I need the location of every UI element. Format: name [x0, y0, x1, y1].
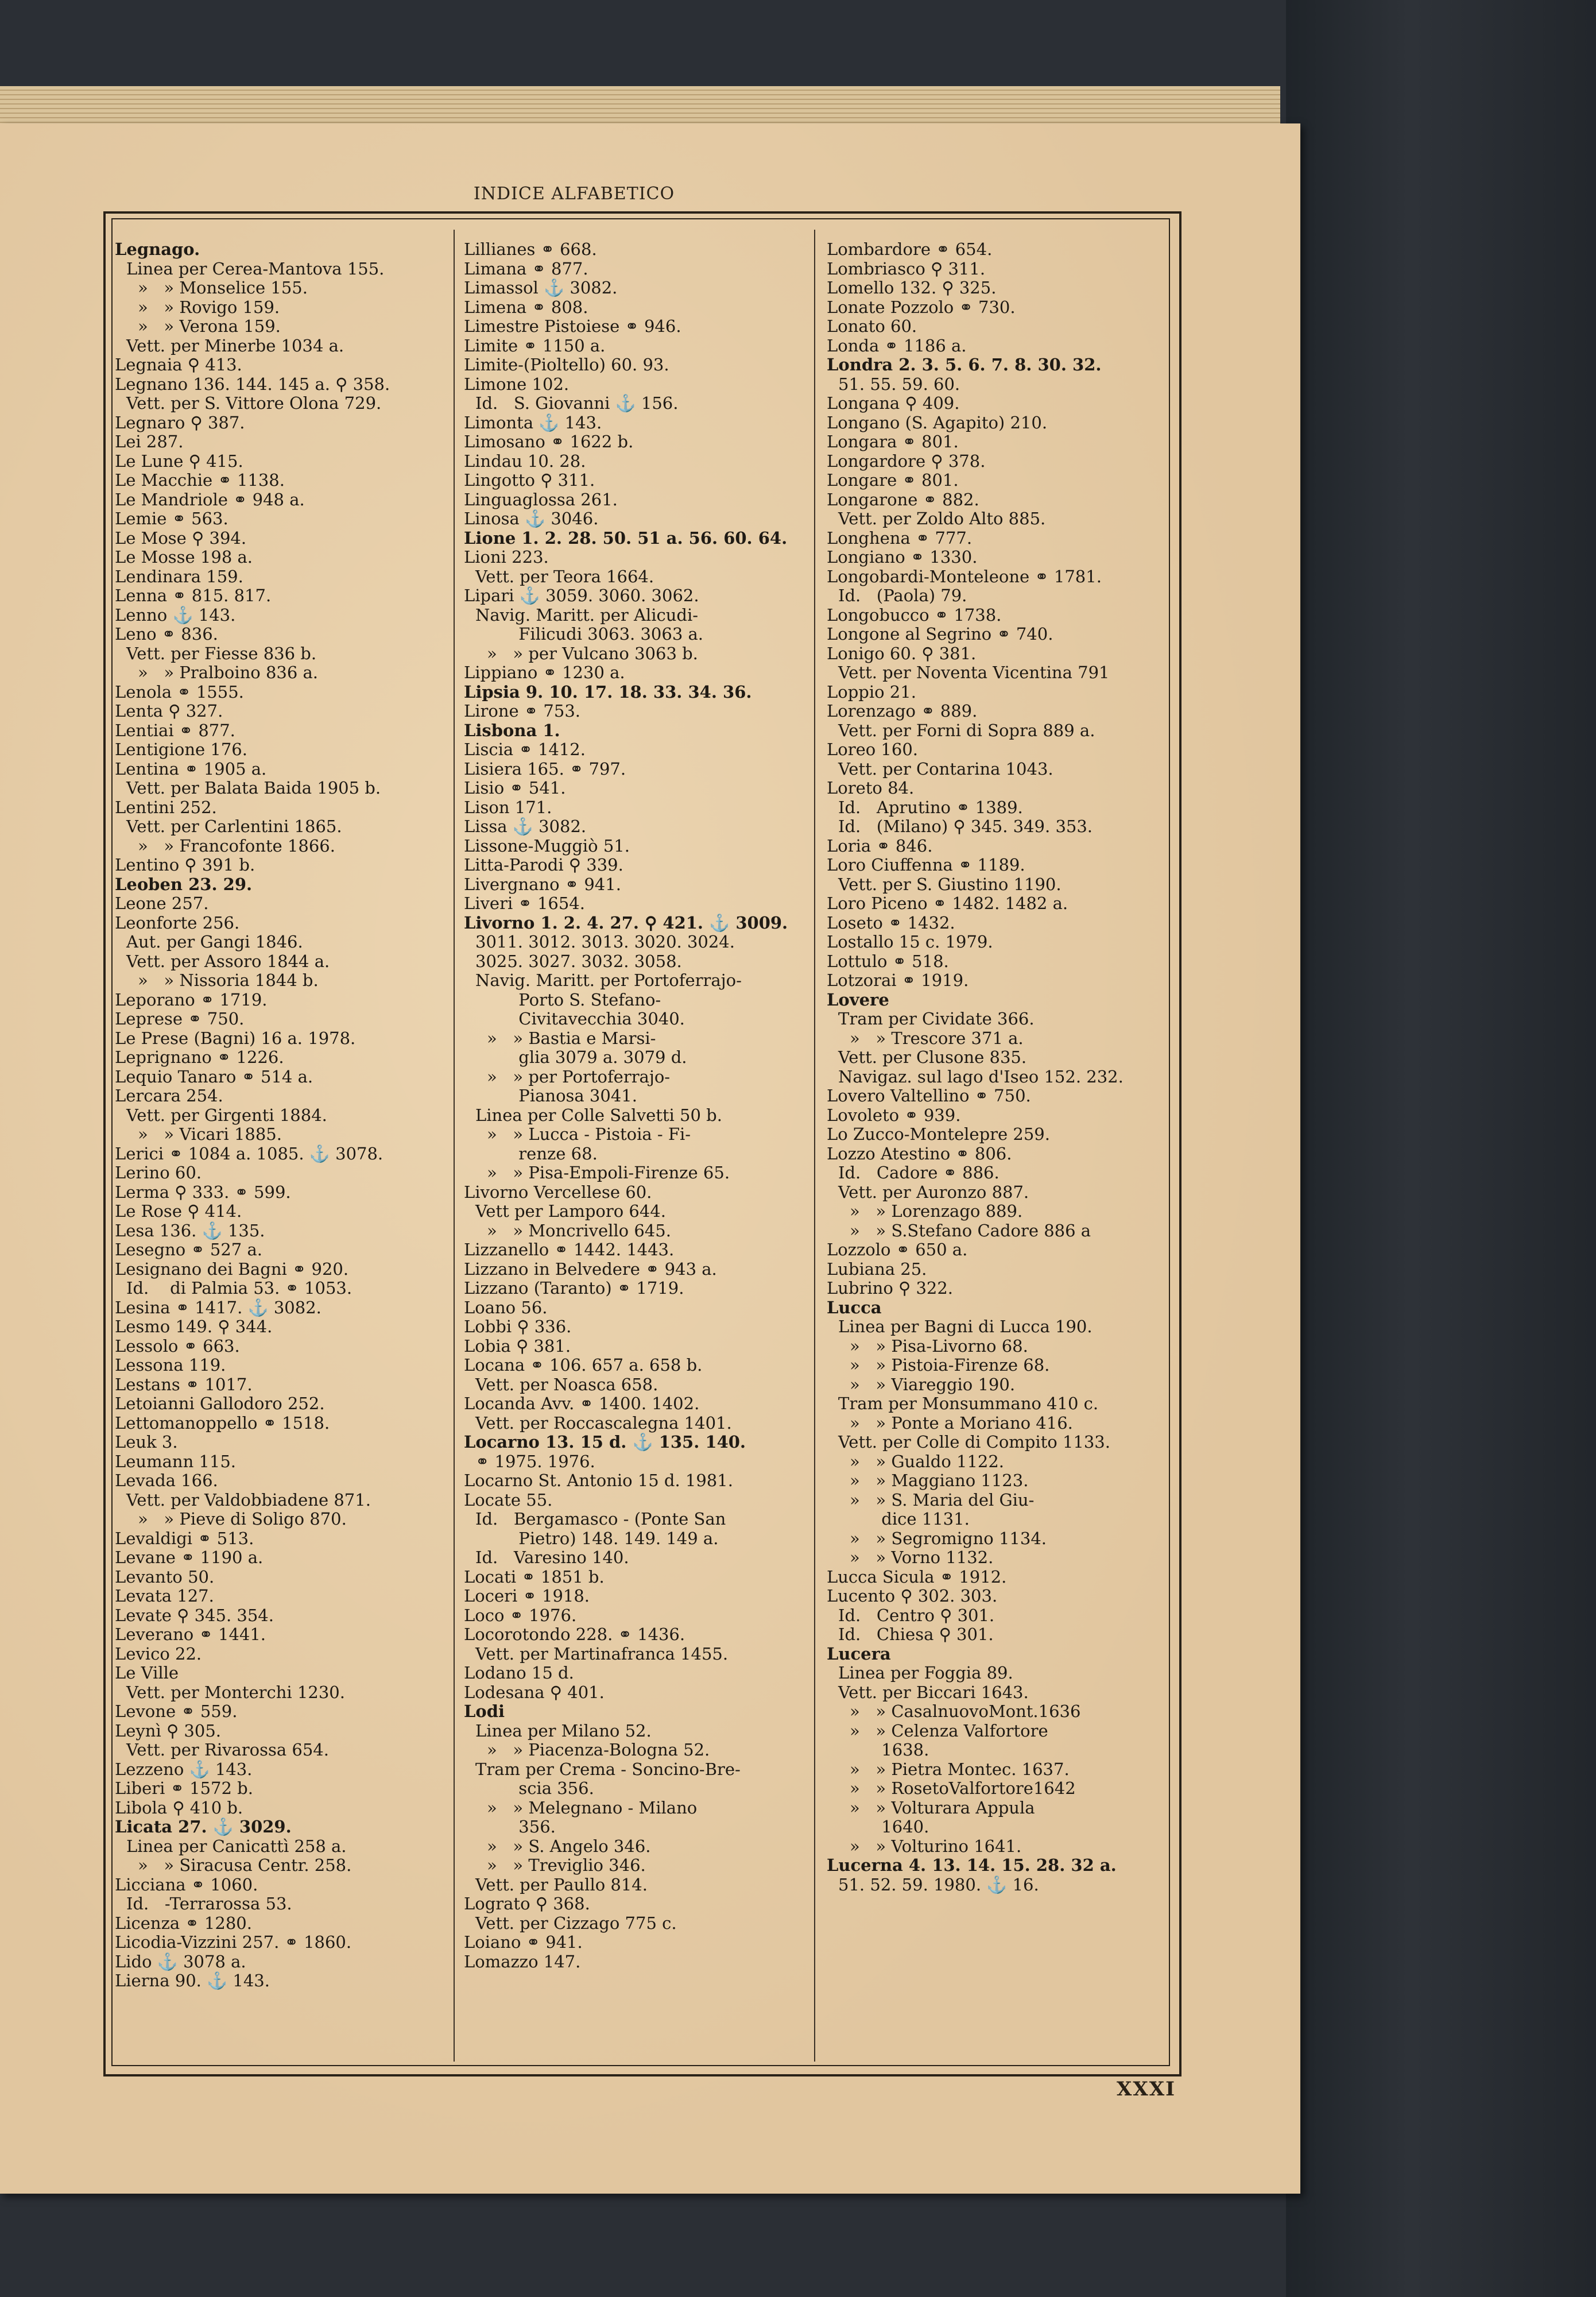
- index-entry: » » Treviglio 346.: [487, 1855, 646, 1875]
- index-entry: Linea per Colle Salvetti 50 b.: [475, 1105, 722, 1125]
- index-entry: Locati ⚭ 1851 b.: [464, 1567, 605, 1587]
- index-entry: Pianosa 3041.: [487, 1086, 637, 1105]
- index-entry: » » Trescore 371 a.: [850, 1028, 1024, 1048]
- index-entry: Porto S. Stefano-: [487, 989, 661, 1010]
- index-entry: Locate 55.: [464, 1490, 553, 1510]
- index-entry: » » S. Maria del Giu-: [850, 1490, 1035, 1510]
- index-heading: Lovere: [827, 989, 889, 1010]
- index-entry: Londa ⚭ 1186 a.: [827, 335, 967, 355]
- index-heading: Leoben 23. 29.: [115, 874, 253, 894]
- index-entry: Vett. per S. Giustino 1190.: [838, 874, 1062, 894]
- index-entry: Tram per Monsummano 410 c.: [838, 1394, 1099, 1413]
- index-entry: Lerino 60.: [115, 1163, 202, 1182]
- index-entry: Loseto ⚭ 1432.: [827, 912, 955, 933]
- index-entry: Legnano 136. 144. 145 a. ⚲ 358.: [115, 374, 390, 394]
- index-entry: Filicudi 3063. 3063 a.: [487, 624, 703, 644]
- index-heading: Lipsia 9. 10. 17. 18. 33. 34. 36.: [464, 682, 752, 702]
- index-entry: Legnaia ⚲ 413.: [115, 355, 242, 374]
- index-heading: Lucerna 4. 13. 14. 15. 28. 32 a.: [827, 1855, 1117, 1875]
- index-entry: Vett. per Assoro 1844 a.: [126, 951, 330, 971]
- index-entry: » » RosetoValfortore1642: [850, 1778, 1076, 1798]
- index-entry: » » Siracusa Centr. 258.: [138, 1855, 352, 1875]
- index-entry: » » Pisa-Livorno 68.: [850, 1336, 1028, 1356]
- index-entry: Longara ⚭ 801.: [827, 432, 959, 451]
- index-entry: Liberi ⚭ 1572 b.: [115, 1778, 253, 1798]
- index-entry: Leumann 115.: [115, 1451, 237, 1471]
- index-entry: Longiano ⚭ 1330.: [827, 547, 978, 567]
- index-entry: Lobia ⚲ 381.: [464, 1336, 571, 1356]
- index-entry: 1638.: [850, 1740, 929, 1760]
- index-entry: Vett. per Girgenti 1884.: [126, 1105, 327, 1125]
- index-entry: Longhena ⚭ 777.: [827, 528, 973, 548]
- index-entry: » » Volturino 1641.: [850, 1836, 1022, 1856]
- index-entry: Lentiai ⚭ 877.: [115, 720, 235, 740]
- index-entry: Longano (S. Agapito) 210.: [827, 412, 1048, 432]
- index-entry: » » Melegnano - Milano: [487, 1797, 698, 1818]
- index-entry: Leynì ⚲ 305.: [115, 1720, 222, 1741]
- index-entry: Lendinara 159.: [115, 566, 243, 586]
- index-entry: » » Pralboino 836 a.: [138, 663, 319, 682]
- index-entry: Lingotto ⚲ 311.: [464, 470, 595, 490]
- page-number: XXXI: [1117, 2078, 1176, 2101]
- index-entry: Le Lune ⚲ 415.: [115, 451, 243, 471]
- index-entry: Aut. per Gangi 1846.: [126, 932, 303, 952]
- index-entry: Lison 171.: [464, 797, 552, 817]
- index-entry: » » Lucca - Pistoia - Fi-: [487, 1124, 691, 1144]
- index-entry: Id. Centro ⚲ 301.: [838, 1605, 995, 1625]
- index-entry: Locana ⚭ 106. 657 a. 658 b.: [464, 1355, 703, 1375]
- column-rule: [454, 230, 455, 2062]
- index-entry: Linea per Canicattì 258 a.: [126, 1836, 347, 1856]
- index-entry: Id. (Paola) 79.: [838, 586, 967, 605]
- index-entry: Lerici ⚭ 1084 a. 1085. ⚓ 3078.: [115, 1143, 383, 1163]
- index-entry: Lenola ⚭ 1555.: [115, 682, 244, 702]
- index-entry: 356.: [487, 1817, 556, 1836]
- index-entry: Leprese ⚭ 750.: [115, 1009, 245, 1028]
- index-entry: » » Monselice 155.: [138, 278, 308, 297]
- index-entry: Civitavecchia 3040.: [487, 1009, 685, 1028]
- index-entry: scia 356.: [487, 1778, 594, 1798]
- index-entry: Loceri ⚭ 1918.: [464, 1586, 590, 1606]
- index-entry: Limestre Pistoiese ⚭ 946.: [464, 316, 681, 336]
- index-entry: » » Gualdo 1122.: [850, 1451, 1005, 1471]
- index-entry: Lottulo ⚭ 518.: [827, 951, 949, 971]
- index-entry: Leone 257.: [115, 894, 209, 913]
- index-entry: Leporano ⚭ 1719.: [115, 989, 268, 1010]
- index-entry: » » Volturara Appula: [850, 1797, 1035, 1818]
- index-entry: » » Nissoria 1844 b.: [138, 970, 319, 990]
- index-entry: Libola ⚲ 410 b.: [115, 1797, 243, 1818]
- index-entry: Lizzano in Belvedere ⚭ 943 a.: [464, 1259, 717, 1279]
- index-entry: Le Mandriole ⚭ 948 a.: [115, 489, 305, 509]
- index-entry: Lucca Sicula ⚭ 1912.: [827, 1567, 1007, 1587]
- index-entry: Vett. per Monterchi 1230.: [126, 1682, 345, 1702]
- index-entry: Id. -Terrarossa 53.: [126, 1894, 292, 1913]
- index-entry: Vett. per Roccascalegna 1401.: [475, 1413, 732, 1433]
- index-entry: Levico 22.: [115, 1644, 202, 1664]
- index-entry: Leprignano ⚭ 1226.: [115, 1047, 284, 1067]
- index-entry: Lombardore ⚭ 654.: [827, 239, 993, 259]
- index-entry: Navig. Maritt. per Alicudi-: [475, 605, 699, 625]
- index-entry: Lezzeno ⚓ 143.: [115, 1759, 253, 1779]
- index-entry: Lonigo 60. ⚲ 381.: [827, 643, 977, 663]
- index-entry: Vett. per Forni di Sopra 889 a.: [838, 720, 1095, 740]
- index-entry: Limonta ⚓ 143.: [464, 412, 602, 432]
- index-entry: » » S.Stefano Cadore 886 a: [850, 1220, 1091, 1240]
- index-entry: Longare ⚭ 801.: [827, 470, 959, 490]
- index-entry: Lenna ⚭ 815. 817.: [115, 586, 272, 605]
- index-entry: Lisio ⚭ 541.: [464, 778, 566, 798]
- index-entry: » » Bastia e Marsi-: [487, 1028, 656, 1048]
- index-entry: Lovoleto ⚭ 939.: [827, 1105, 961, 1125]
- index-entry: Lomello 132. ⚲ 325.: [827, 278, 997, 297]
- index-entry: Vett. per Rivarossa 654.: [126, 1740, 329, 1760]
- index-entry: Lioni 223.: [464, 547, 549, 567]
- index-column-1: [115, 240, 448, 1991]
- index-entry: Linea per Foggia 89.: [838, 1663, 1013, 1683]
- index-entry: » » Vorno 1132.: [850, 1548, 994, 1567]
- index-entry: Lentini 252.: [115, 797, 217, 817]
- index-entry: Lisiera 165. ⚭ 797.: [464, 759, 626, 779]
- index-entry: » » Rovigo 159.: [138, 297, 280, 317]
- index-entry: Limena ⚭ 808.: [464, 297, 588, 317]
- index-entry: Lentino ⚲ 391 b.: [115, 855, 255, 875]
- index-entry: Limassol ⚓ 3082.: [464, 278, 618, 297]
- index-heading: Livorno 1. 2. 4. 27. ⚲ 421. ⚓ 3009.: [464, 912, 788, 933]
- index-entry: dice 1131.: [850, 1509, 970, 1529]
- index-entry: Limone 102.: [464, 374, 570, 394]
- index-entry: » » Vicari 1885.: [138, 1124, 282, 1144]
- index-entry: Vett. per Fiesse 836 b.: [126, 643, 317, 663]
- index-entry: Loco ⚭ 1976.: [464, 1605, 577, 1625]
- index-entry: 1640.: [850, 1817, 929, 1836]
- index-entry: Loiano ⚭ 941.: [464, 1932, 583, 1952]
- running-title: INDICE ALFABETICO: [473, 184, 675, 204]
- index-entry: Vett. per Balata Baida 1905 b.: [126, 778, 381, 798]
- index-entry: Licciana ⚭ 1060.: [115, 1874, 258, 1894]
- index-entry: » » Celenza Valfortore: [850, 1720, 1048, 1741]
- index-entry: glia 3079 a. 3079 d.: [487, 1047, 687, 1067]
- index-entry: Lido ⚓ 3078 a.: [115, 1951, 246, 1971]
- index-entry: Le Mosse 198 a.: [115, 547, 253, 567]
- index-entry: Levaldigi ⚭ 513.: [115, 1528, 254, 1548]
- index-entry: Lestans ⚭ 1017.: [115, 1374, 253, 1394]
- index-entry: Lesa 136. ⚓ 135.: [115, 1220, 265, 1240]
- index-entry: Lobbi ⚲ 336.: [464, 1317, 572, 1336]
- index-entry: Id. Bergamasco - (Ponte San: [475, 1509, 726, 1529]
- index-entry: Lessona 119.: [115, 1355, 226, 1375]
- index-entry: » » per Vulcano 3063 b.: [487, 643, 698, 663]
- index-entry: Loano 56.: [464, 1297, 548, 1317]
- index-entry: Lentigione 176.: [115, 740, 247, 759]
- index-entry: » » Pisa-Empoli-Firenze 65.: [487, 1163, 730, 1182]
- index-entry: Loreto 84.: [827, 778, 915, 798]
- index-entry: Lei 287.: [115, 432, 184, 451]
- index-heading: Lucera: [827, 1644, 891, 1664]
- index-entry: Id. (Milano) ⚲ 345. 349. 353.: [838, 817, 1093, 836]
- index-entry: renze 68.: [487, 1143, 598, 1163]
- index-entry: » » Piacenza-Bologna 52.: [487, 1740, 710, 1760]
- index-entry: Linguaglossa 261.: [464, 489, 618, 509]
- index-entry: Vett. per Teora 1664.: [475, 566, 654, 586]
- index-entry: Le Ville: [115, 1663, 179, 1683]
- index-entry: Lotzorai ⚭ 1919.: [827, 970, 969, 990]
- index-entry: » » Verona 159.: [138, 316, 281, 336]
- index-entry: Longarone ⚭ 882.: [827, 489, 979, 509]
- index-heading: Lisbona 1.: [464, 720, 560, 740]
- index-entry: Vett. per Cizzago 775 c.: [475, 1913, 677, 1933]
- index-entry: » » Pietra Montec. 1637.: [850, 1759, 1070, 1779]
- index-entry: Vett. per Colle di Compito 1133.: [838, 1432, 1110, 1452]
- index-entry: Lillianes ⚭ 668.: [464, 239, 597, 259]
- index-entry: Levate ⚲ 345. 354.: [115, 1605, 274, 1625]
- index-entry: Linosa ⚓ 3046.: [464, 509, 599, 528]
- index-entry: Le Macchie ⚭ 1138.: [115, 470, 285, 490]
- index-entry: Vett. per Valdobbiadene 871.: [126, 1490, 371, 1510]
- index-entry: » » Segromigno 1134.: [850, 1528, 1047, 1548]
- index-entry: » » Ponte a Moriano 416.: [850, 1413, 1073, 1433]
- index-entry: Vett. per Contarina 1043.: [838, 759, 1053, 779]
- index-heading: Londra 2. 3. 5. 6. 7. 8. 30. 32.: [827, 355, 1102, 374]
- index-heading: Licata 27. ⚓ 3029.: [115, 1817, 292, 1836]
- index-entry: 51. 52. 59. 1980. ⚓ 16.: [838, 1874, 1039, 1894]
- index-entry: Loreo 160.: [827, 740, 918, 759]
- index-entry: Limosano ⚭ 1622 b.: [464, 432, 634, 451]
- index-entry: Lesignano dei Bagni ⚭ 920.: [115, 1259, 349, 1279]
- index-entry: Livorno Vercellese 60.: [464, 1182, 652, 1202]
- index-entry: Letoianni Gallodoro 252.: [115, 1394, 325, 1413]
- index-entry: Lissone-Muggiò 51.: [464, 836, 630, 856]
- index-entry: Longone al Segrino ⚭ 740.: [827, 624, 1053, 644]
- index-entry: Lippiano ⚭ 1230 a.: [464, 663, 625, 682]
- index-entry: Lissa ⚓ 3082.: [464, 817, 587, 836]
- index-column-3: [827, 240, 1160, 1894]
- index-entry: Limite ⚭ 1150 a.: [464, 335, 606, 355]
- index-entry: Lessolo ⚭ 663.: [115, 1336, 240, 1356]
- index-entry: 3025. 3027. 3032. 3058.: [475, 951, 682, 971]
- index-entry: Linea per Cerea-Mantova 155.: [126, 258, 385, 279]
- index-entry: Lizzano (Taranto) ⚭ 1719.: [464, 1278, 684, 1298]
- index-entry: Loria ⚭ 846.: [827, 836, 933, 856]
- index-entry: Lesmo 149. ⚲ 344.: [115, 1317, 273, 1336]
- index-heading: Lodi: [464, 1702, 505, 1721]
- index-entry: Levanto 50.: [115, 1567, 215, 1587]
- index-entry: Id. Varesino 140.: [475, 1548, 629, 1567]
- index-entry: Lesegno ⚭ 527 a.: [115, 1240, 262, 1259]
- index-entry: Lentina ⚭ 1905 a.: [115, 759, 267, 779]
- index-entry: Id. Cadore ⚭ 886.: [838, 1163, 1000, 1182]
- background-dark: [1286, 0, 1596, 2297]
- index-heading: Lucca: [827, 1297, 882, 1317]
- index-entry: Id. S. Giovanni ⚓ 156.: [475, 393, 679, 413]
- index-entry: Linea per Milano 52.: [475, 1720, 652, 1741]
- index-entry: Lozzo Atestino ⚭ 806.: [827, 1143, 1012, 1163]
- index-entry: Lonato 60.: [827, 316, 917, 336]
- index-entry: Levada 166.: [115, 1471, 218, 1490]
- index-entry: Loro Piceno ⚭ 1482. 1482 a.: [827, 894, 1068, 913]
- index-entry: Lo Zucco-Montelepre 259.: [827, 1124, 1050, 1144]
- index-entry: Loro Ciuffenna ⚭ 1189.: [827, 855, 1025, 875]
- index-entry: Lucento ⚲ 302. 303.: [827, 1586, 998, 1606]
- index-entry: Liscia ⚭ 1412.: [464, 740, 586, 759]
- index-entry: Id. Aprutino ⚭ 1389.: [838, 797, 1023, 817]
- index-entry: Liveri ⚭ 1654.: [464, 894, 585, 913]
- index-entry: Lodesana ⚲ 401.: [464, 1682, 605, 1702]
- index-entry: » » Moncrivello 645.: [487, 1220, 671, 1240]
- column-rule: [814, 230, 815, 2062]
- index-entry: Lonate Pozzolo ⚭ 730.: [827, 297, 1016, 317]
- index-entry: » » S. Angelo 346.: [487, 1836, 651, 1856]
- index-entry: Litta-Parodi ⚲ 339.: [464, 855, 623, 875]
- index-entry: Pietro) 148. 149. 149 a.: [487, 1528, 719, 1548]
- index-entry: Lizzanello ⚭ 1442. 1443.: [464, 1240, 675, 1259]
- index-entry: Lombriasco ⚲ 311.: [827, 258, 986, 279]
- index-entry: Navigaz. sul lago d'Iseo 152. 232.: [838, 1066, 1124, 1086]
- index-entry: Linea per Bagni di Lucca 190.: [838, 1317, 1093, 1336]
- index-entry: Limite-(Pioltello) 60. 93.: [464, 355, 669, 374]
- index-entry: Levane ⚭ 1190 a.: [115, 1548, 264, 1567]
- index-entry: Vett. per Martinafranca 1455.: [475, 1644, 729, 1664]
- index-entry: Lorenzago ⚭ 889.: [827, 701, 978, 721]
- index-entry: Leverano ⚭ 1441.: [115, 1625, 266, 1644]
- index-entry: ⚭ 1975. 1976.: [475, 1451, 595, 1471]
- index-entry: Vett. per Noasca 658.: [475, 1374, 658, 1394]
- index-entry: » » Viareggio 190.: [850, 1374, 1016, 1394]
- index-entry: Vett. per Paullo 814.: [475, 1874, 648, 1894]
- index-entry: » » CasalnuovoMont.1636: [850, 1702, 1081, 1721]
- index-entry: 51. 55. 59. 60.: [838, 374, 960, 394]
- index-entry: Longana ⚲ 409.: [827, 393, 960, 413]
- index-entry: Leno ⚭ 836.: [115, 624, 218, 644]
- index-entry: » » Pieve di Soligo 870.: [138, 1509, 347, 1529]
- index-entry: Lesina ⚭ 1417. ⚓ 3082.: [115, 1297, 321, 1317]
- index-entry: Longobucco ⚭ 1738.: [827, 605, 1002, 625]
- index-entry: » » Pistoia-Firenze 68.: [850, 1355, 1050, 1375]
- index-entry: Lovero Valtellino ⚭ 750.: [827, 1086, 1031, 1105]
- index-entry: Lodano 15 d.: [464, 1663, 574, 1683]
- index-entry: » » Francofonte 1866.: [138, 836, 335, 856]
- index-entry: Lindau 10. 28.: [464, 451, 586, 471]
- index-entry: Longardore ⚲ 378.: [827, 451, 986, 471]
- index-entry: Loppio 21.: [827, 682, 916, 702]
- index-entry: Livergnano ⚭ 941.: [464, 874, 621, 894]
- index-entry: Lequio Tanaro ⚭ 514 a.: [115, 1066, 313, 1086]
- index-entry: » » Maggiano 1123.: [850, 1471, 1029, 1490]
- index-entry: Lostallo 15 c. 1979.: [827, 932, 993, 952]
- index-entry: Vett. per S. Vittore Olona 729.: [126, 393, 382, 413]
- index-entry: Limana ⚭ 877.: [464, 258, 588, 279]
- index-entry: Lenno ⚓ 143.: [115, 605, 236, 625]
- index-entry: Licenza ⚭ 1280.: [115, 1913, 252, 1933]
- index-entry: Levone ⚭ 559.: [115, 1702, 238, 1721]
- index-column-2: [464, 240, 797, 1971]
- index-entry: » » Lorenzago 889.: [850, 1201, 1023, 1221]
- index-entry: Locanda Avv. ⚭ 1400. 1402.: [464, 1394, 700, 1413]
- index-entry: Vett. per Biccari 1643.: [838, 1682, 1029, 1702]
- index-entry: Lenta ⚲ 327.: [115, 701, 223, 721]
- index-entry: Vett. per Minerbe 1034 a.: [126, 335, 344, 355]
- index-entry: Levata 127.: [115, 1586, 214, 1606]
- index-entry: Lettomanoppello ⚭ 1518.: [115, 1413, 330, 1433]
- index-entry: Vett. per Auronzo 887.: [838, 1182, 1029, 1202]
- index-entry: Id. Chiesa ⚲ 301.: [838, 1625, 994, 1644]
- index-entry: Licodia-Vizzini 257. ⚭ 1860.: [115, 1932, 352, 1952]
- index-heading: Locarno 13. 15 d. ⚓ 135. 140.: [464, 1432, 746, 1452]
- index-entry: Tram per Crema - Soncino-Bre-: [475, 1759, 741, 1779]
- index-entry: » » per Portoferrajo-: [487, 1066, 671, 1086]
- index-entry: Longobardi-Monteleone ⚭ 1781.: [827, 566, 1102, 586]
- index-entry: Navig. Maritt. per Portoferrajo-: [475, 970, 742, 990]
- index-entry: Lubrino ⚲ 322.: [827, 1278, 954, 1298]
- index-entry: Lozzolo ⚭ 650 a.: [827, 1240, 968, 1259]
- index-entry: Lierna 90. ⚓ 143.: [115, 1971, 270, 1990]
- index-entry: Vett. per Noventa Vicentina 791: [838, 663, 1110, 682]
- index-entry: Locorotondo 228. ⚭ 1436.: [464, 1625, 685, 1644]
- index-entry: Lercara 254.: [115, 1086, 223, 1105]
- index-entry: Tram per Cividate 366.: [838, 1009, 1035, 1028]
- index-entry: Vett. per Clusone 835.: [838, 1047, 1027, 1067]
- index-entry: Leonforte 256.: [115, 912, 240, 933]
- index-heading: Lione 1. 2. 28. 50. 51 a. 56. 60. 64.: [464, 528, 788, 548]
- index-entry: Id. di Palmia 53. ⚭ 1053.: [126, 1278, 352, 1298]
- index-entry: Lirone ⚭ 753.: [464, 701, 580, 721]
- index-entry: Le Prese (Bagni) 16 a. 1978.: [115, 1028, 356, 1048]
- index-entry: Vett. per Carlentini 1865.: [126, 817, 342, 836]
- index-entry: Lubiana 25.: [827, 1259, 927, 1279]
- index-entry: Le Mose ⚲ 394.: [115, 528, 247, 548]
- index-entry: Legnaro ⚲ 387.: [115, 412, 245, 432]
- index-entry: Lipari ⚓ 3059. 3060. 3062.: [464, 586, 699, 605]
- index-entry: Leuk 3.: [115, 1432, 178, 1452]
- index-entry: Le Rose ⚲ 414.: [115, 1201, 242, 1221]
- index-entry: 3011. 3012. 3013. 3020. 3024.: [475, 932, 735, 952]
- index-entry: Vett per Lamporo 644.: [475, 1201, 666, 1221]
- index-entry: Lomazzo 147.: [464, 1951, 581, 1971]
- index-entry: Lemie ⚭ 563.: [115, 509, 228, 528]
- index-entry: Locarno St. Antonio 15 d. 1981.: [464, 1471, 733, 1490]
- index-entry: Lerma ⚲ 333. ⚭ 599.: [115, 1182, 291, 1202]
- index-entry: Vett. per Zoldo Alto 885.: [838, 509, 1046, 528]
- index-heading: Legnago.: [115, 239, 200, 259]
- index-entry: Lograto ⚲ 368.: [464, 1894, 590, 1913]
